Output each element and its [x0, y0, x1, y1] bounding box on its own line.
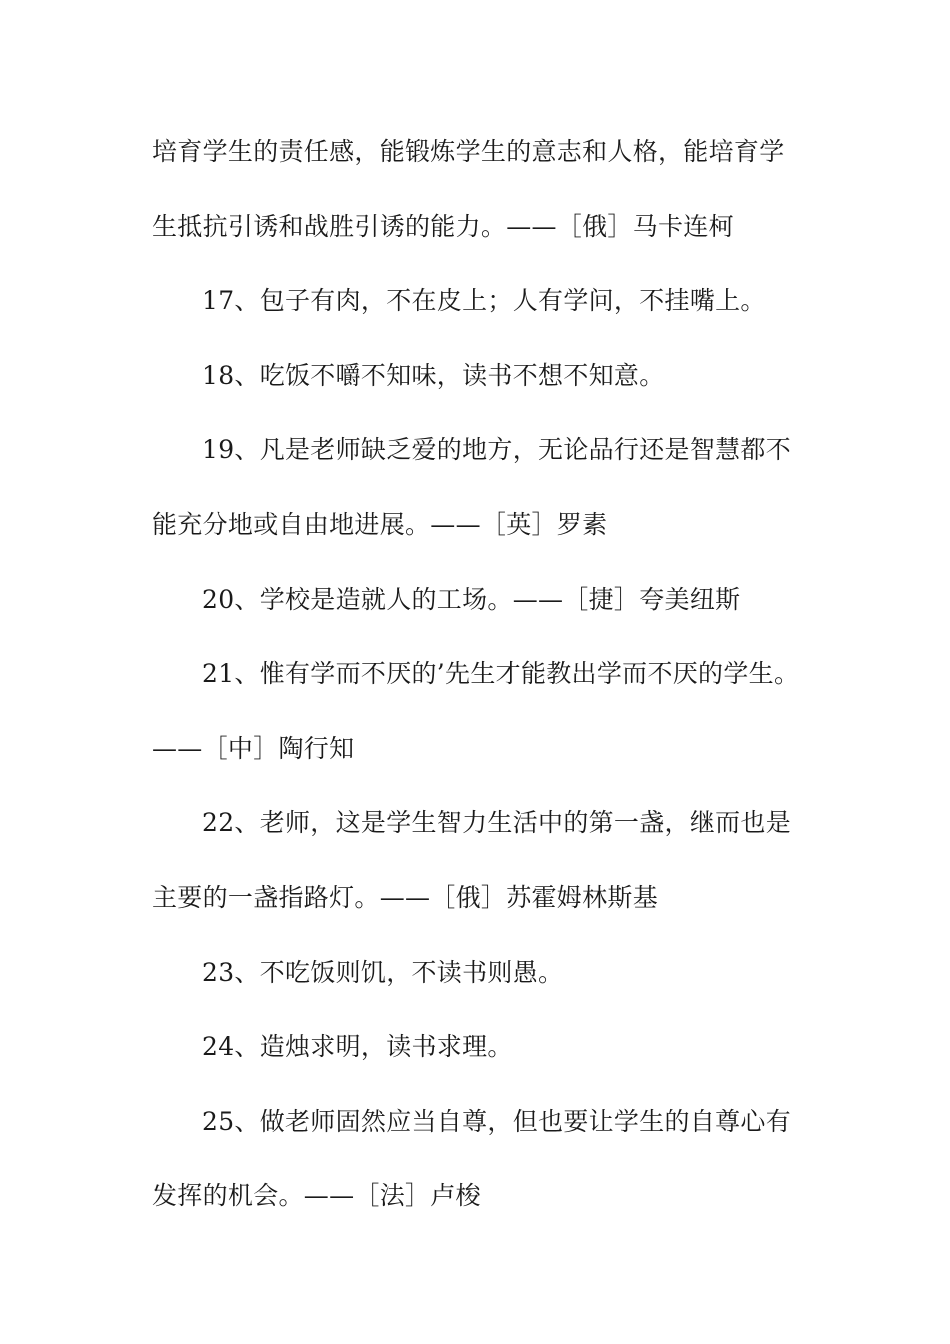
text-line: 24、造烛求明，读书求理。 — [202, 1032, 513, 1062]
text-line: 23、不吃饭则饥，不读书则愚。 — [202, 957, 564, 987]
text-line: ——［中］陶行知 — [152, 733, 355, 763]
text-line: 培育学生的责任感，能锻炼学生的意志和人格，能培育学 — [152, 137, 785, 166]
text-line: 能充分地或自由地进展。——［英］罗素 — [152, 509, 608, 539]
text-line: 18、吃饭不嚼不知味，读书不想不知意。 — [202, 360, 665, 390]
text-line: 20、学校是造就人的工场。——［捷］夸美纽斯 — [202, 584, 741, 614]
text-line: 发挥的机会。——［法］卢梭 — [152, 1181, 481, 1211]
text-line: 17、包子有肉，不在皮上；人有学问，不挂嘴上。 — [202, 286, 766, 316]
text-line: 22、老师，这是学生智力生活中的第一盏，继而也是 — [202, 808, 792, 838]
text-line: 25、做老师固然应当自尊，但也要让学生的自尊心有 — [202, 1106, 792, 1136]
text-line: 主要的一盏指路灯。——［俄］苏霍姆林斯基 — [152, 882, 659, 912]
text-line: 21、惟有学而不厌的’先生才能教出学而不厌的学生。 — [202, 659, 800, 689]
text-line: 生抵抗引诱和战胜引诱的能力。——［俄］马卡连柯 — [152, 211, 734, 241]
document-body — [152, 126, 802, 1245]
text-line: 19、凡是老师缺乏爱的地方，无论品行还是智慧都不 — [202, 435, 792, 465]
